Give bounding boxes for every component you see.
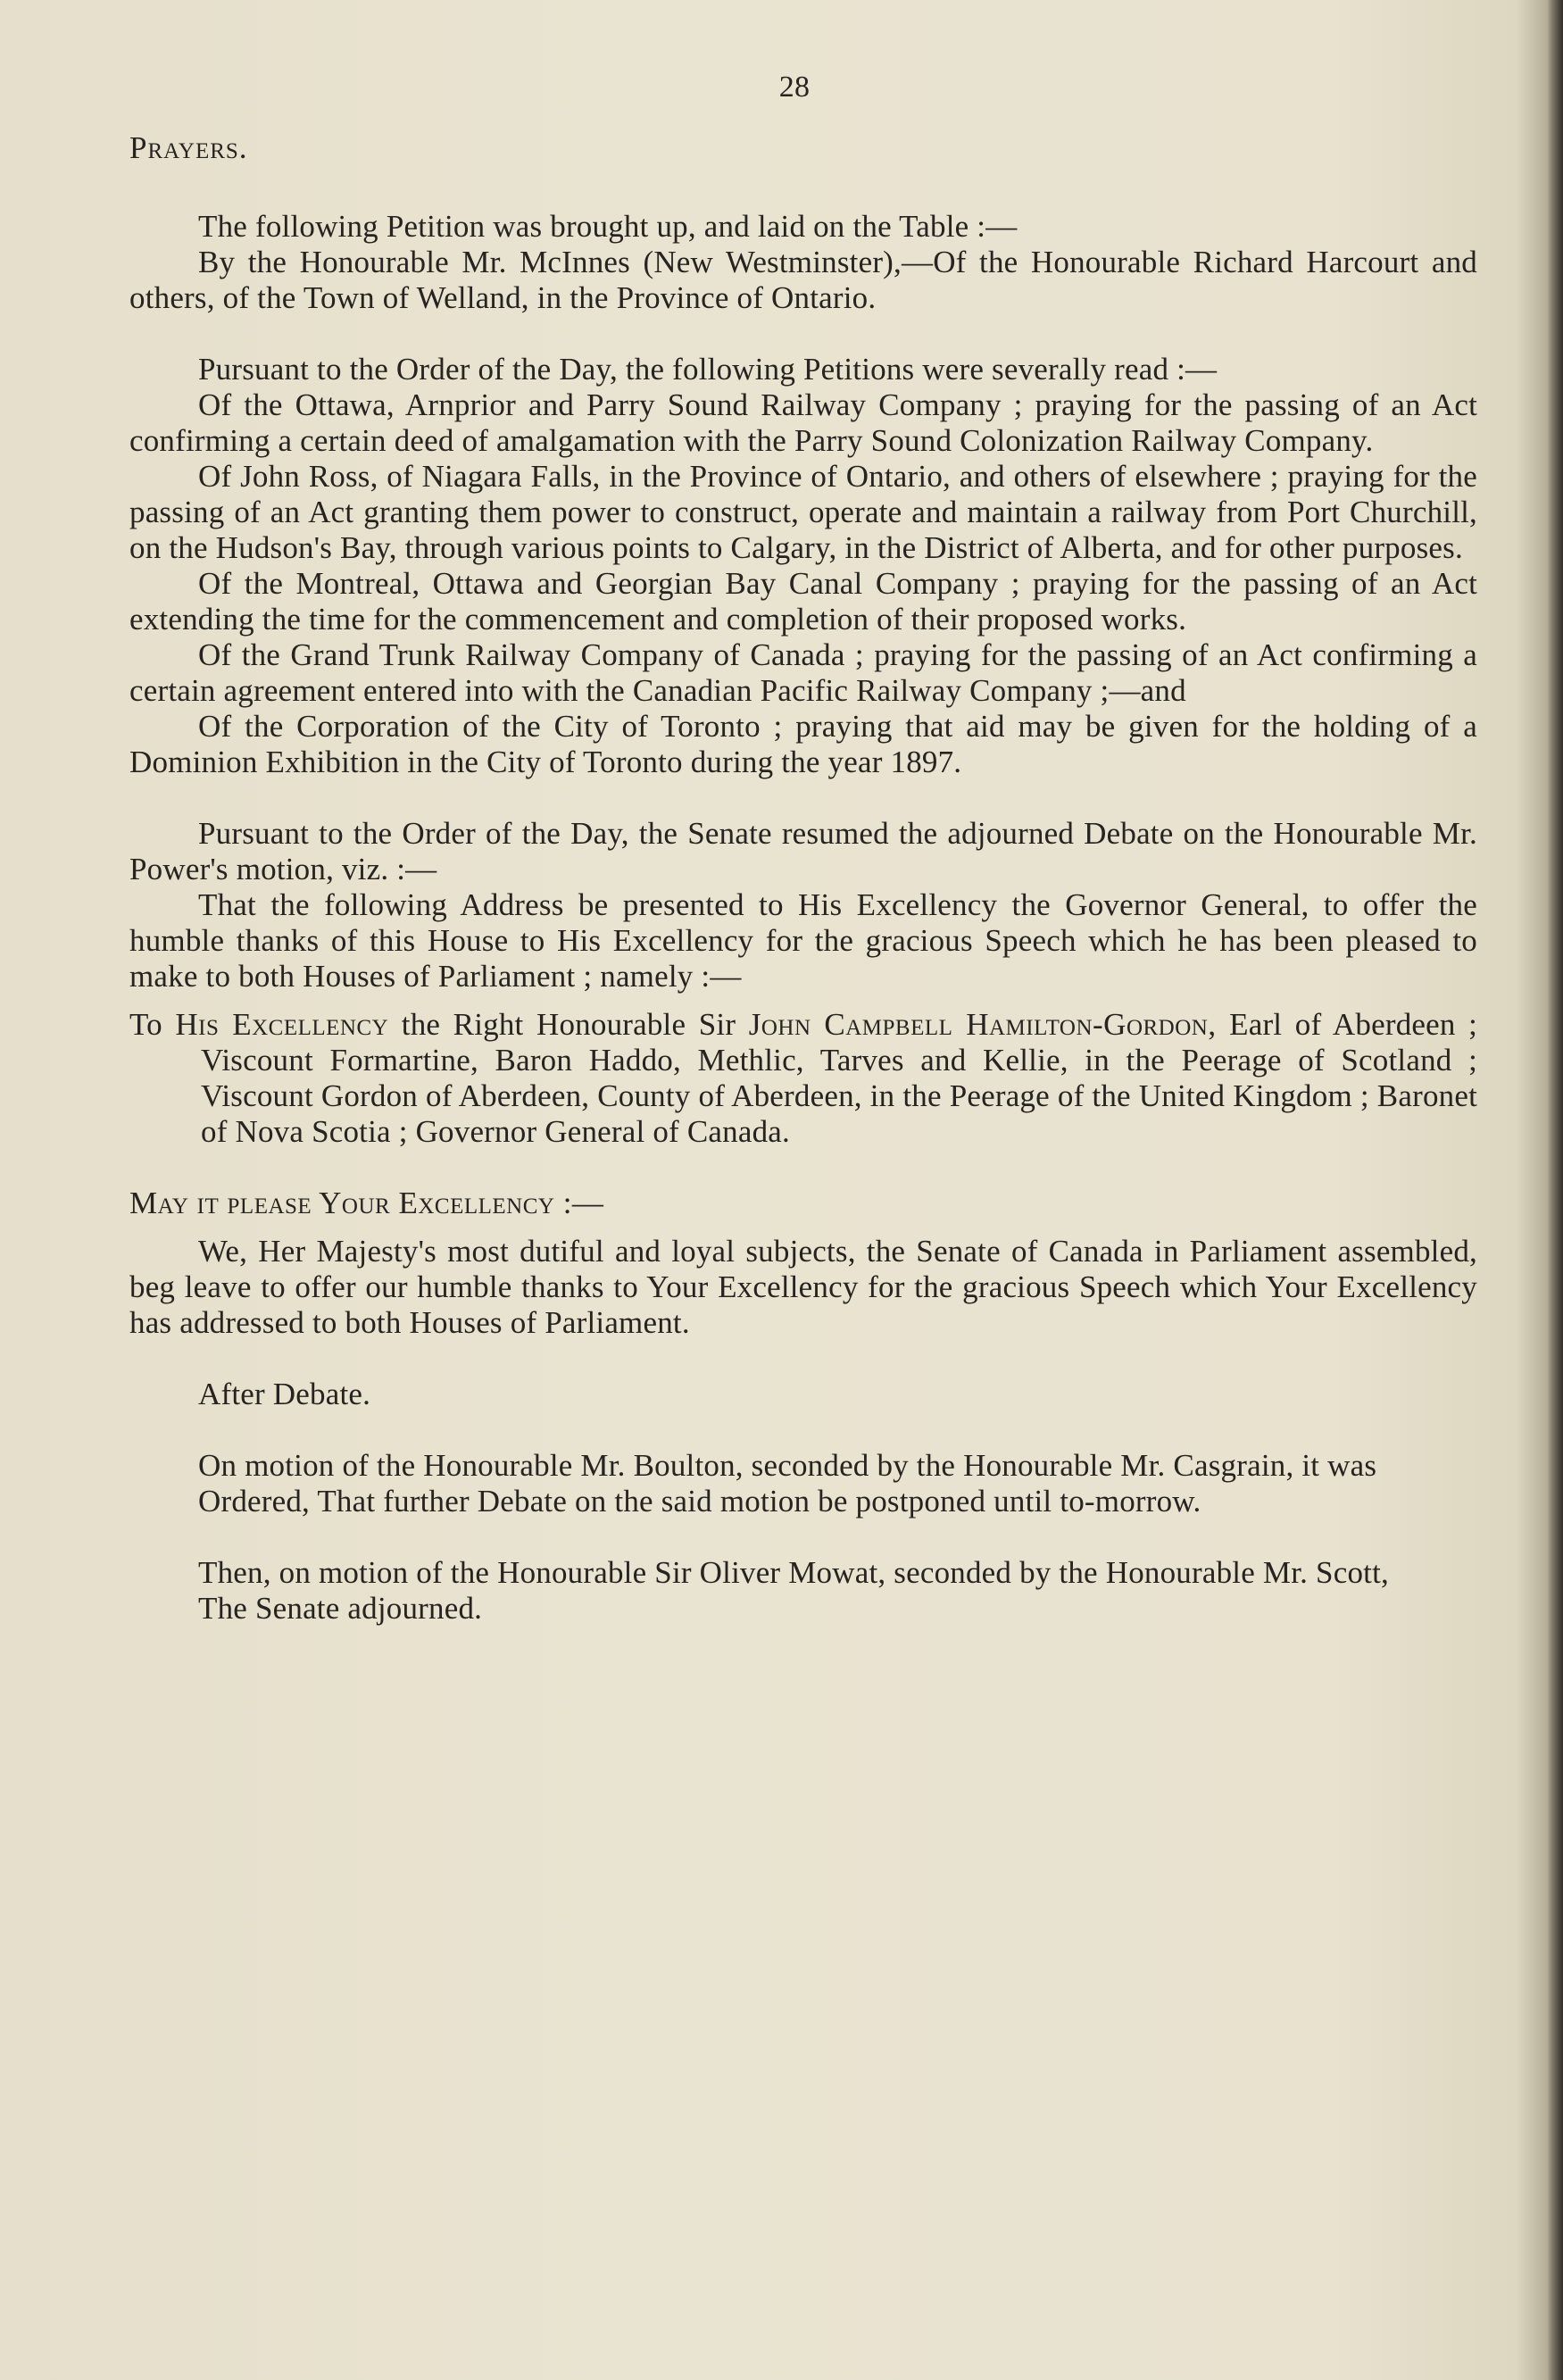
paragraph-motion-mowat: Then, on motion of the Honourable Sir Oliver Mowat, seconded by the Honourable Mr. Scott, bbox=[198, 1555, 1389, 1590]
paragraph-debate-resumed: Pursuant to the Order of the Day, the Senate resumed the adjourned Debate on the Honourable Mr. Power's motion, viz. :— bbox=[129, 816, 1477, 886]
address-prefix: To bbox=[129, 1007, 162, 1042]
paragraph-senate-adjourned: The Senate adjourned. bbox=[198, 1591, 483, 1626]
address-mid: the Right Honourable Sir bbox=[401, 1007, 736, 1042]
page-number: 28 bbox=[778, 71, 811, 104]
paragraph-petition-intro: The following Petition was brought up, and laid on the Table :— bbox=[198, 209, 1018, 244]
paragraph-address-motion: That the following Address be presented to His Excellency the Governor General, to offer the humble thanks of this House to His Excellency for the gracious Speech which he has been pleased to make to both Houses of Parliament ; namely :— bbox=[129, 887, 1477, 994]
salutation: May it please Your Excellency :— bbox=[129, 1186, 604, 1220]
paragraph-petition-ottawa-arnprior: Of the Ottawa, Arnprior and Parry Sound Railway Company ; praying for the passing of an Act confirming a certain deed of amalgamation with the Parry Sound Colonization Railway Company. bbox=[129, 387, 1477, 458]
paragraph-address-body: We, Her Majesty's most dutiful and loyal subjects, the Senate of Canada in Parliament assembled, beg leave to offer our humble thanks to Your Excellency for the gracious Speech which Your Excellency has addressed to both Houses of Parliament. bbox=[129, 1234, 1477, 1340]
paragraph-motion-boulton: On motion of the Honourable Mr. Boulton, seconded by the Honourable Mr. Casgrain, it was bbox=[198, 1448, 1377, 1483]
address-name: John Campbell Hamilton-Gordon, bbox=[748, 1007, 1217, 1042]
paragraph-petition-mcinnes: By the Honourable Mr. McInnes (New Westminster),—Of the Honourable Richard Harcourt and others, of the Town of Welland, in the Province of Ontario. bbox=[129, 245, 1477, 315]
paragraph-after-debate: After Debate. bbox=[198, 1377, 371, 1411]
section-heading: Prayers. bbox=[129, 130, 248, 165]
paragraph-petition-grand-trunk: Of the Grand Trunk Railway Company of Canada ; praying for the passing of an Act confirming a certain agreement entered into with the Canadian Pacific Railway Company ;—and bbox=[129, 637, 1477, 708]
paragraph-petitions-read: Pursuant to the Order of the Day, the following Petitions were severally read :— bbox=[198, 352, 1218, 387]
paragraph-petition-montreal-canal: Of the Montreal, Ottawa and Georgian Bay Canal Company ; praying for the passing of an Act extending the time for the commencement and completion of their proposed works. bbox=[129, 566, 1477, 637]
address-his-excellency: His Excellency bbox=[175, 1007, 389, 1042]
address-to-governor-general bbox=[129, 1007, 1477, 1150]
paragraph-petition-toronto: Of the Corporation of the City of Toronto ; praying that aid may be given for the holding of a Dominion Exhibition in the City of Toronto during the year 1897. bbox=[129, 709, 1477, 779]
document-body bbox=[129, 54, 1477, 1627]
address-titles: Earl of Aberdeen ; Viscount Formartine, Baron Haddo, Methlic, Tarves and Kellie, in the Peerage of Scotland ; Viscount Gordon of Aberdeen, County of Aberdeen, in the Peerage of the United Kingdom ; Baronet of Nova Scotia ; Governor General of Canada. bbox=[201, 1007, 1478, 1149]
paragraph-ordered-postponed: Ordered, That further Debate on the said motion be postponed until to-morrow. bbox=[198, 1484, 1201, 1519]
paragraph-petition-john-ross: Of John Ross, of Niagara Falls, in the Province of Ontario, and others of elsewhere ; praying for the passing of an Act granting them power to construct, operate and maintain a railway from Port Churchill, on the Hudson's Bay, through various points to Calgary, in the District of Alberta, and for other purposes. bbox=[129, 459, 1477, 565]
page-edge-shadow bbox=[1547, 0, 1563, 2380]
